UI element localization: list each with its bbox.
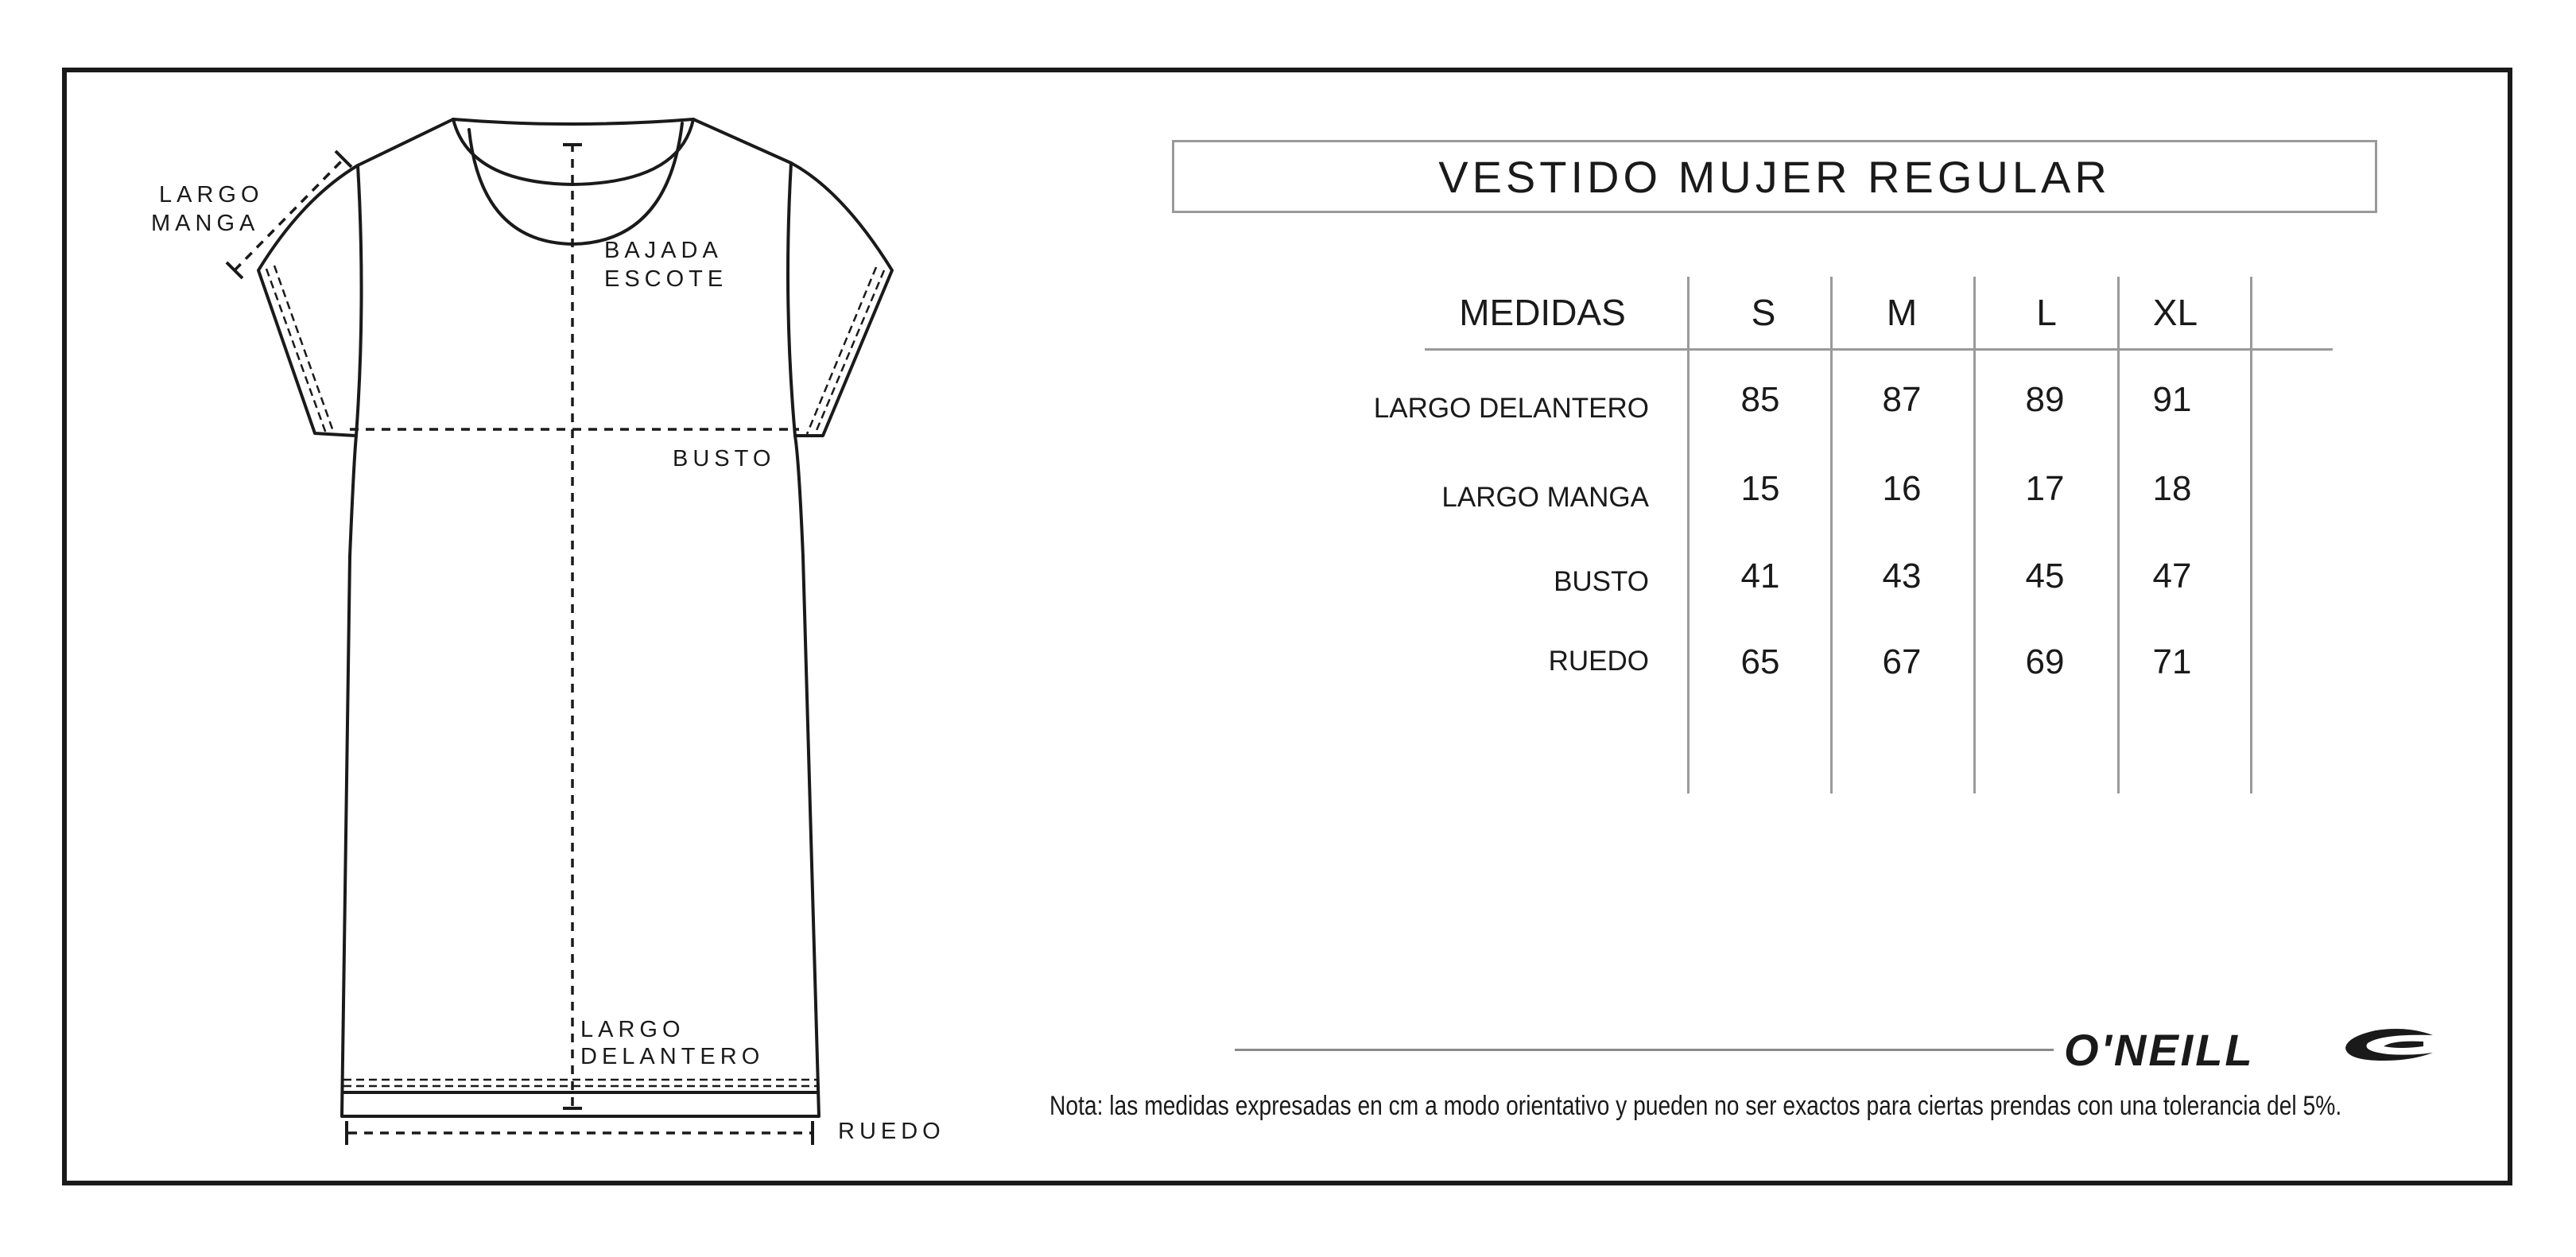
row-label-ruedo: RUEDO [1548,646,1649,677]
column-rule [1830,277,1833,793]
table-cell: 87 [1882,380,1922,419]
label-bajada-escote-1: BAJADA [604,238,723,263]
row-label-largo-delantero: LARGO DELANTERO [1373,393,1649,424]
header-size-m: M [1886,292,1918,333]
column-rule [2117,277,2120,793]
column-rule [2250,277,2252,793]
label-largo-delantero-1: LARGO [580,1017,685,1042]
table-cell: 41 [1740,557,1780,596]
row-label-busto: BUSTO [1554,566,1649,597]
table-title: VESTIDO MUJER REGULAR [1172,140,2377,213]
table-cell: 16 [1882,469,1922,508]
right-sleeve-stitch-2 [807,267,876,434]
header-size-l: L [2036,292,2057,333]
column-rule [1687,277,1690,793]
table-cell: 67 [1882,642,1922,681]
header-size-xl: XL [2152,292,2198,333]
dress-outline [258,119,892,1116]
table-cell: 65 [1740,642,1780,681]
table-cell: 69 [2025,642,2065,681]
wave-logo-icon [2344,1026,2436,1065]
left-armhole [356,165,362,436]
right-armhole [788,163,795,436]
left-sleeve-stitch-1 [266,269,326,433]
label-largo-manga-1: LARGO [159,182,264,208]
left-sleeve-stitch-2 [274,266,334,433]
label-ruedo: RUEDO [838,1119,945,1144]
label-bajada-escote-2: ESCOTE [604,266,728,292]
label-largo-delantero-2: DELANTERO [580,1044,765,1069]
label-busto: BUSTO [673,446,776,471]
table-cell: 89 [2025,380,2065,419]
table-cell: 85 [1740,380,1780,419]
row-label-largo-manga: LARGO MANGA [1441,482,1649,513]
table-cell: 45 [2025,557,2065,596]
collar-top [453,119,693,124]
table-cell: 43 [1882,557,1922,596]
header-rule [1425,348,2333,351]
table-cell: 17 [2025,469,2065,508]
column-rule [1973,277,1976,793]
table-cell: 18 [2152,469,2192,508]
table-cell: 91 [2152,380,2192,419]
brand-rule [1235,1049,2054,1051]
brand-logo-text: O'NEILL [2064,1025,2255,1075]
table-cell: 47 [2152,557,2192,596]
label-largo-manga-2: MANGA [151,211,260,236]
header-size-s: S [1751,292,1776,333]
table-cell: 71 [2152,642,2192,681]
right-sleeve-stitch-1 [815,270,884,434]
header-medidas: MEDIDAS [1459,292,1626,333]
disclaimer-note: Nota: las medidas expresadas en cm a modo orientativo y pueden no ser exactos para ciertas prendas con una tolerancia del 5%. [1049,1091,2342,1121]
table-cell: 15 [1740,469,1780,508]
